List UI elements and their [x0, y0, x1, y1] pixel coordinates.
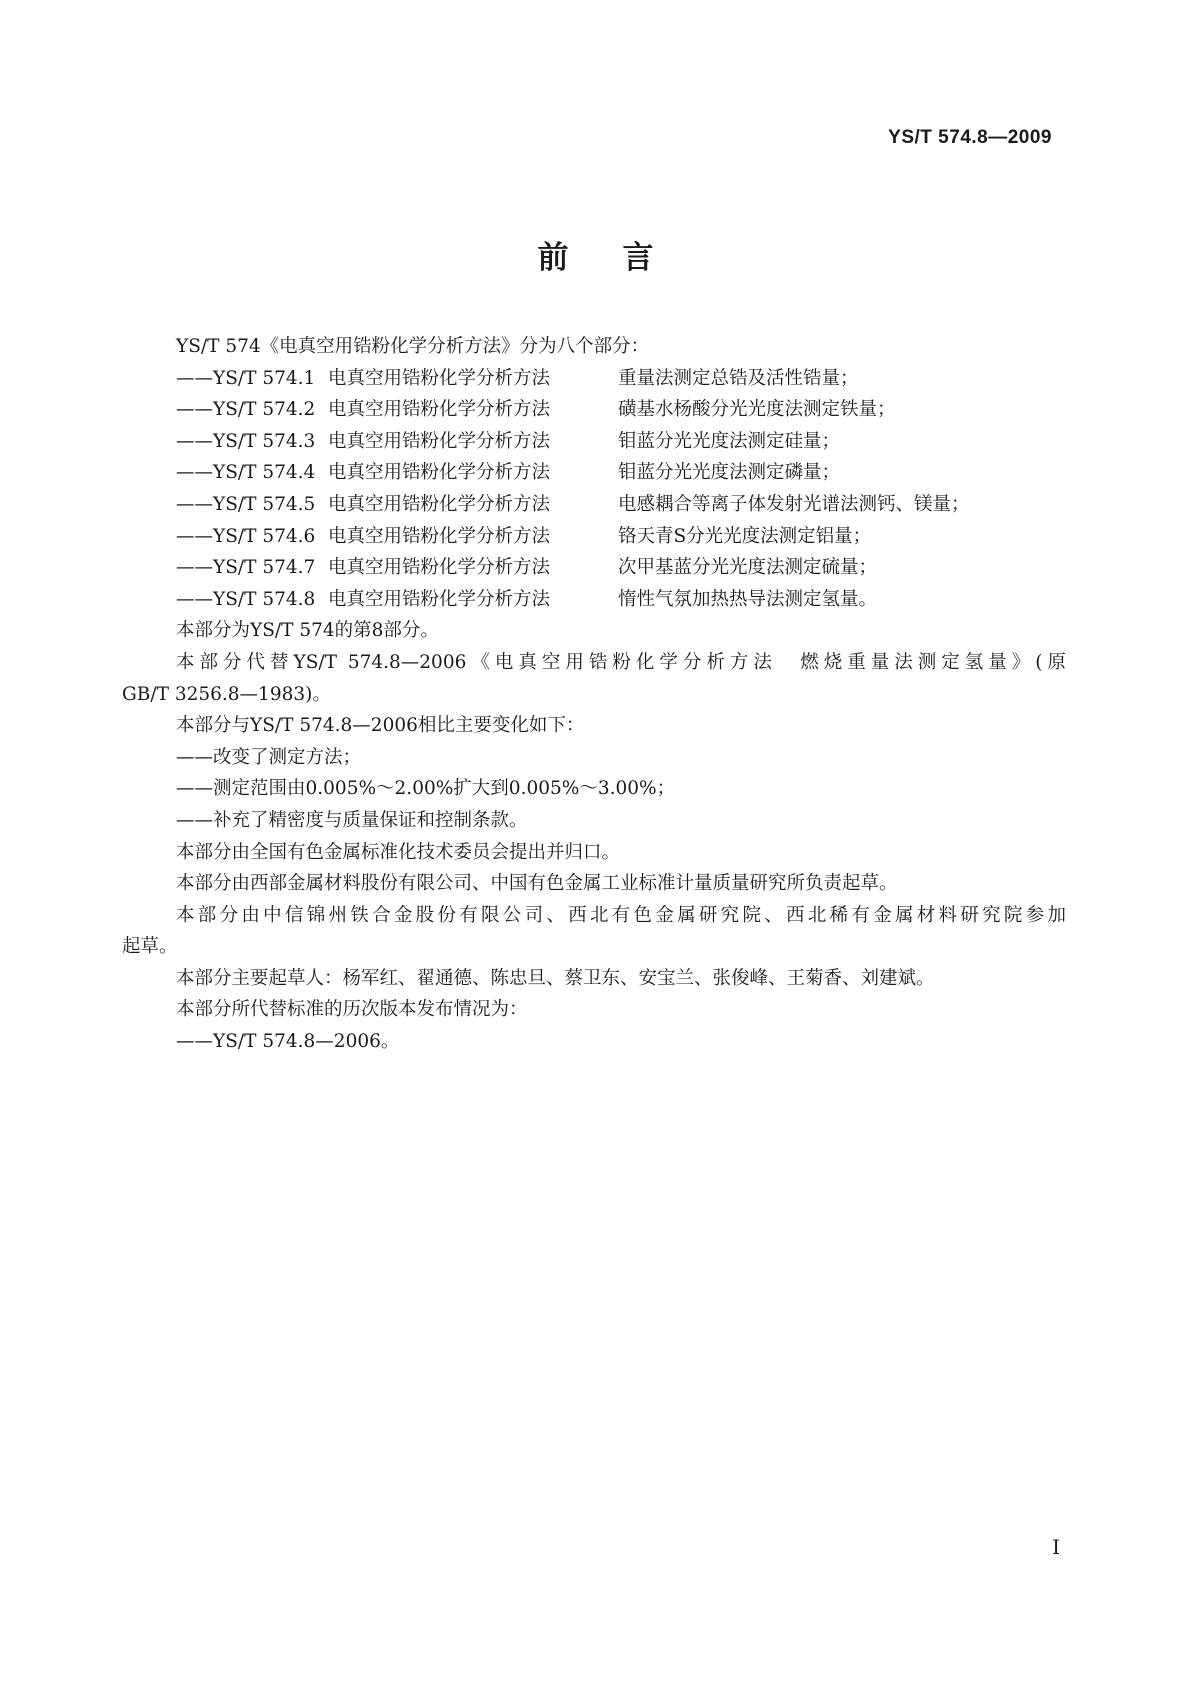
list-item: ——YS/T 574.6 电真空用锆粉化学分析方法 铬天青S分光光度法测定铝量； [176, 525, 872, 547]
history-item: ——YS/T 574.8—2006。 [176, 1031, 400, 1053]
replaces-paragraph-line2: GB/T 3256.8—1983)。 [122, 683, 331, 705]
main-drafters-paragraph: 本部分主要起草人：杨军红、翟通德、陈忠旦、蔡卫东、安宝兰、张俊峰、王菊香、刘建斌。 [176, 967, 935, 989]
co-drafted-paragraph-line2: 起草。 [122, 936, 178, 958]
page-number: I [1052, 1535, 1060, 1559]
replaces-paragraph-line1: 本部分代替YS/T 574.8—2006《电真空用锆粉化学分析方法 燃烧重量法测定氢量》(原 [176, 651, 1066, 673]
standard-code: YS/T 574.8—2009 [888, 127, 1052, 148]
list-item: ——YS/T 574.5 电真空用锆粉化学分析方法 电感耦合等离子体发射光谱法测钙、镁量； [176, 493, 970, 515]
list-item: ——YS/T 574.7 电真空用锆粉化学分析方法 次甲基蓝分光光度法测定硫量； [176, 557, 878, 579]
page-title: 前言 [537, 240, 708, 276]
drafted-by-paragraph: 本部分由西部金属材料股份有限公司、中国有色金属工业标准计量质量研究所负责起草。 [176, 873, 898, 895]
change-item: ——改变了测定方法； [176, 746, 362, 768]
parts-list [122, 363, 1066, 616]
list-item: ——YS/T 574.3 电真空用锆粉化学分析方法 钼蓝分光光度法测定硅量； [176, 430, 841, 452]
list-item: ——YS/T 574.4 电真空用锆粉化学分析方法 钼蓝分光光度法测定磷量； [176, 462, 841, 484]
proposed-by-paragraph: 本部分由全国有色金属标准化技术委员会提出并归口。 [176, 841, 621, 863]
part-statement: 本部分为YS/T 574的第8部分。 [176, 620, 439, 642]
co-drafted-paragraph-line1: 本部分由中信锦州铁合金股份有限公司、西北有色金属研究院、西北稀有金属材料研究院参加 [176, 904, 1066, 926]
intro-paragraph: YS/T 574《电真空用锆粉化学分析方法》分为八个部分： [176, 336, 650, 357]
history-intro: 本部分所代替标准的历次版本发布情况为： [176, 999, 528, 1021]
list-item: ——YS/T 574.2 电真空用锆粉化学分析方法 磺基水杨酸分光光度法测定铁量； [176, 399, 896, 421]
list-item: ——YS/T 574.1 电真空用锆粉化学分析方法 重量法测定总锆及活性锆量； [176, 367, 859, 389]
list-item: ——YS/T 574.8 电真空用锆粉化学分析方法 惰性气氛加热热导法测定氢量。 [176, 588, 878, 610]
change-item: ——补充了精密度与质量保证和控制条款。 [176, 809, 528, 831]
foreword-body [122, 331, 1066, 1058]
change-item: ——测定范围由0.005%～2.00%扩大到0.005%～3.00%； [176, 778, 676, 800]
changes-intro: 本部分与YS/T 574.8—2006相比主要变化如下： [176, 715, 585, 737]
